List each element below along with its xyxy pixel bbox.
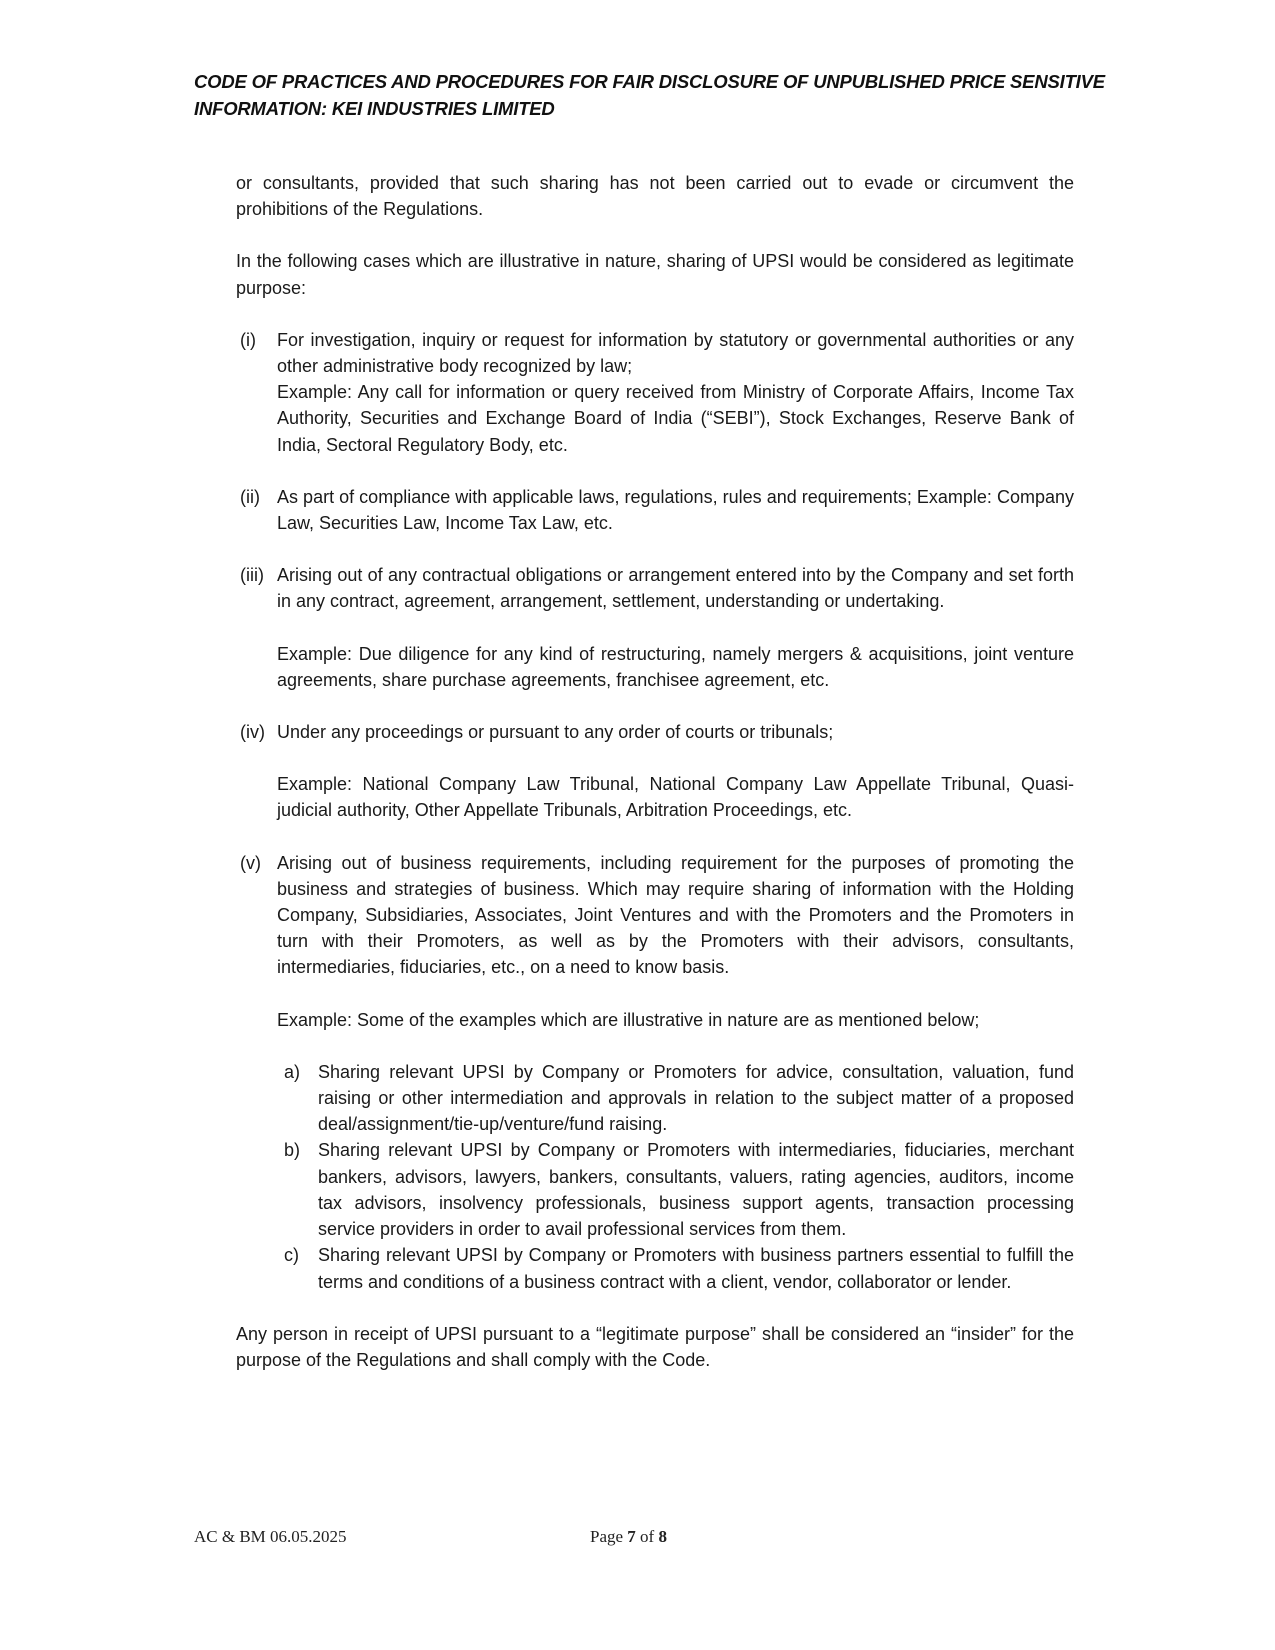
header-line-1: CODE OF PRACTICES AND PROCEDURES FOR FAIR DISCLOSURE OF UNPUBLISHED PRICE SENSITIVE	[194, 71, 1105, 92]
page-current: 7	[627, 1527, 636, 1546]
sub-list-item	[284, 1137, 1074, 1242]
item-number: (v)	[240, 852, 261, 873]
item-text: As part of compliance with applicable laws, regulations, rules and requirements; Example: Company Law, Securities Law, Income Tax Law, etc.	[277, 486, 1074, 534]
item-example: Example: Some of the examples which are illustrative in nature are as mentioned below;	[277, 1009, 980, 1030]
list-item	[236, 484, 1074, 536]
page-of: of	[640, 1527, 655, 1546]
sub-list-item	[284, 1059, 1074, 1138]
item-number: (i)	[240, 329, 256, 350]
paragraph-closing: Any person in receipt of UPSI pursuant to a “legitimate purpose” shall be considered an “insider” for the purpose of the Regulations and shall comply with the Code.	[236, 1323, 1074, 1370]
item-text: Under any proceedings or pursuant to any order of courts or tribunals;	[277, 722, 834, 743]
item-example: Example: Any call for information or query received from Ministry of Corporate Affairs, Income Tax Authority, Securities and Exchange Board of India (“SEBI”), Stock Exchanges, Reserve Bank of India, Sectoral Regulatory Body, etc.	[277, 382, 1074, 455]
sub-list	[277, 1059, 1074, 1295]
sub-item-label: c)	[284, 1245, 299, 1266]
item-number: (iv)	[240, 722, 265, 743]
sub-item-text: Sharing relevant UPSI by Company or Promoters with business partners essential to fulfill the terms and conditions of a business contract with a client, vendor, collaborator or lender.	[318, 1245, 1074, 1292]
page-word: Page	[590, 1527, 624, 1546]
header-line-2: INFORMATION: KEI INDUSTRIES LIMITED	[194, 98, 555, 119]
item-text: For investigation, inquiry or request for information by statutory or governmental authorities or any other administrative body recognized by law;	[277, 329, 1074, 377]
page-total: 8	[658, 1527, 667, 1546]
item-example: Example: National Company Law Tribunal, National Company Law Appellate Tribunal, Quasi-judicial authority, Other Appellate Tribunals, Arbitration Proceedings, etc.	[277, 774, 1074, 821]
paragraph-cases: In the following cases which are illustrative in nature, sharing of UPSI would be considered as legitimate purpose:	[236, 251, 1074, 298]
item-text: Arising out of any contractual obligations or arrangement entered into by the Company and set forth in any contract, agreement, arrangement, settlement, understanding or undertaking.	[277, 565, 1074, 612]
item-number: (iii)	[240, 565, 264, 586]
item-number: (ii)	[240, 486, 260, 507]
item-example: Example: Due diligence for any kind of restructuring, namely mergers & acquisitions, joint venture agreements, share purchase agreements, franchisee agreement, etc.	[277, 643, 1074, 690]
list-item	[236, 327, 1074, 458]
sub-item-text: Sharing relevant UPSI by Company or Promoters for advice, consultation, valuation, fund raising or other intermediation and approvals in relation to the subject matter of a proposed deal/assignment/tie-up/venture/fund raising.	[318, 1061, 1074, 1135]
sub-item-text: Sharing relevant UPSI by Company or Promoters with intermediaries, fiduciaries, merchant bankers, advisors, lawyers, bankers, consultants, valuers, rating agencies, auditors, income tax advisors, insolvency professionals, business support agents, transaction processing service providers in order to avail professional services from them.	[318, 1140, 1074, 1240]
sub-item-label: a)	[284, 1061, 301, 1082]
item-text: Arising out of business requirements, including requirement for the purposes of promoting the business and strategies of business. Which may require sharing of information with the Holding Company, Subsidiaries, Associates, Joint Ventures and with the Promoters and the Promoters in turn with their Promoters, as well as by the Promoters with their advisors, consultants, intermediaries, fiduciaries, etc., on a need to know basis.	[277, 852, 1074, 978]
sub-item-label: b)	[284, 1140, 301, 1161]
footer-page-number	[590, 1527, 667, 1547]
document-body	[236, 170, 1074, 1399]
list-item	[236, 562, 1074, 693]
list-item	[236, 850, 1074, 1295]
footer-date: AC & BM 06.05.2025	[194, 1527, 347, 1546]
document-header	[194, 68, 1105, 122]
list-item	[236, 719, 1074, 824]
paragraph-intro: or consultants, provided that such sharing has not been carried out to evade or circumvent the prohibitions of the Regulations.	[236, 173, 1074, 220]
sub-list-item	[284, 1242, 1074, 1294]
